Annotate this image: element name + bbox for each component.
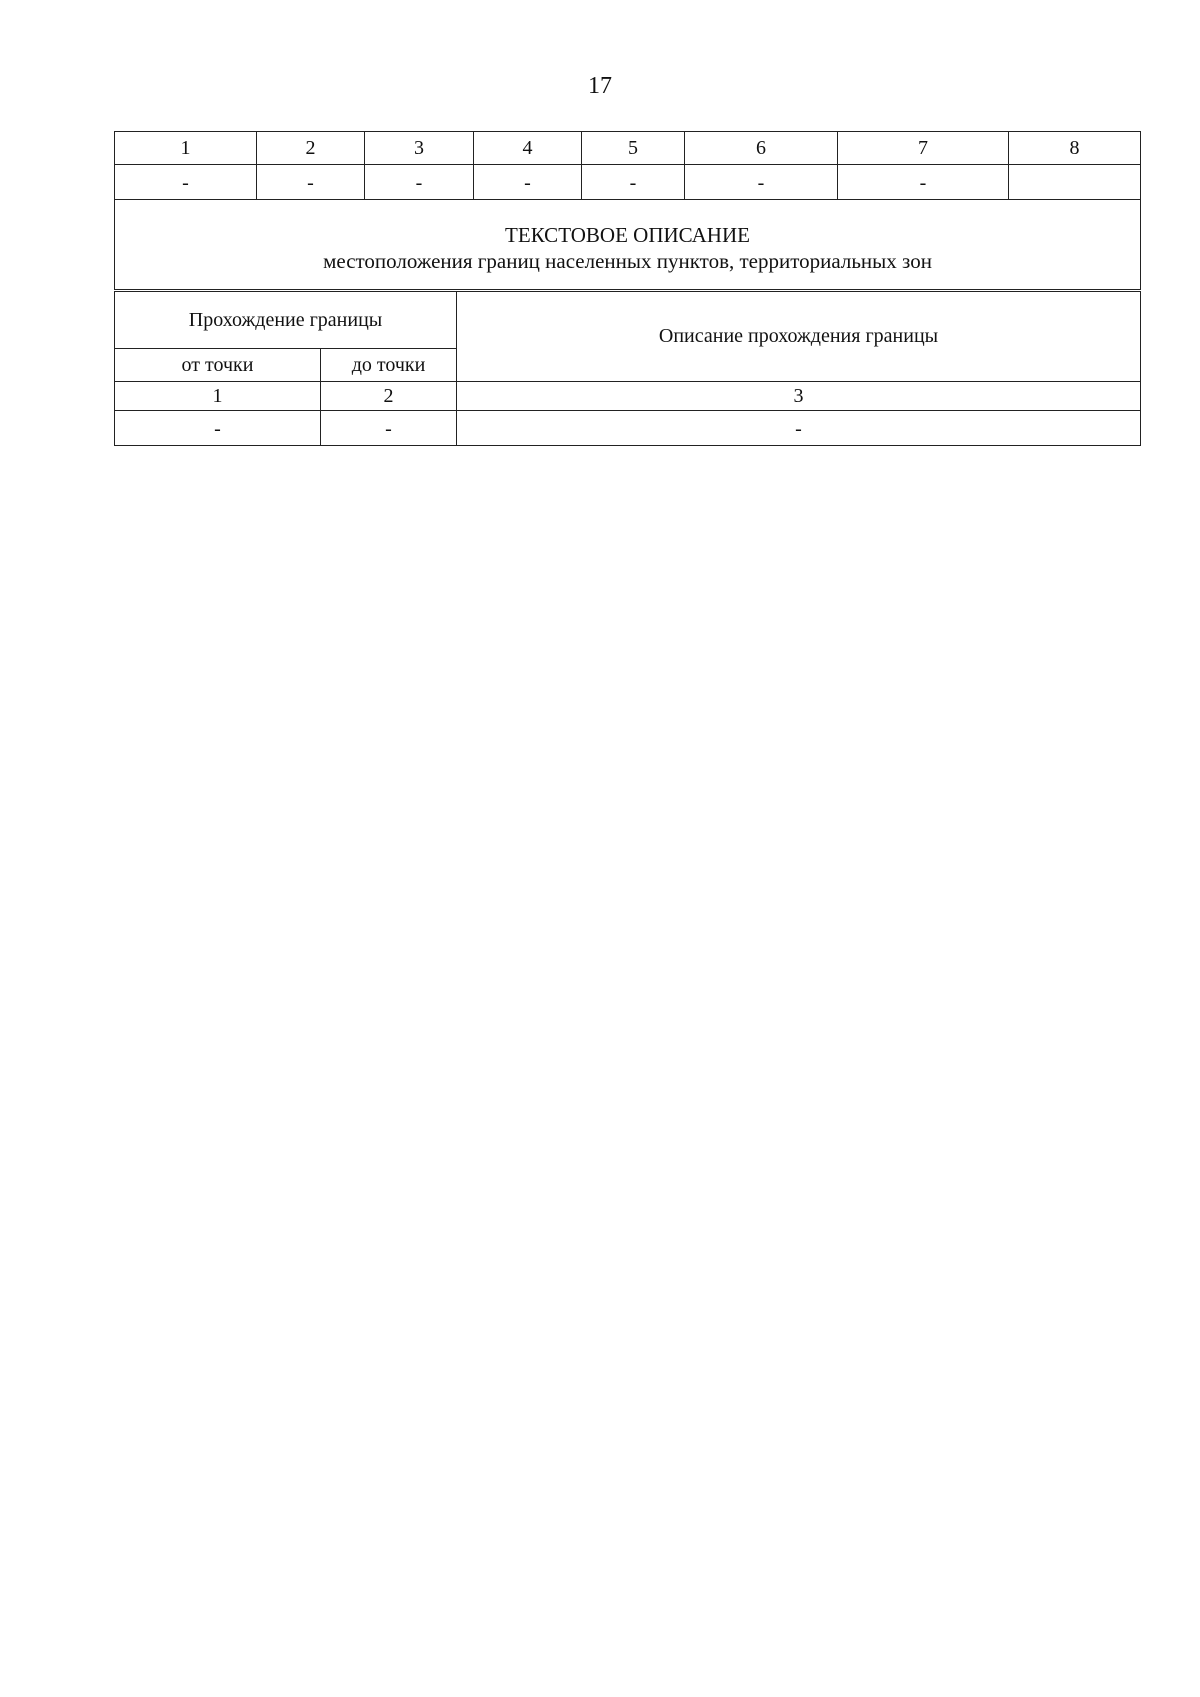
section-title-cell	[115, 200, 1141, 290]
column-number-cell: 2	[321, 382, 457, 411]
boundary-description-table	[114, 291, 1141, 446]
table-cell: -	[365, 165, 474, 200]
column-number-cell: 1	[115, 382, 321, 411]
column-number-cell: 1	[115, 132, 257, 165]
section-title: ТЕКСТОВОЕ ОПИСАНИЕ	[505, 222, 750, 247]
column-number-cell: 2	[257, 132, 365, 165]
table-cell: -	[838, 165, 1009, 200]
column-number-cell: 8	[1009, 132, 1141, 165]
column-number-cell: 7	[838, 132, 1009, 165]
section-subtitle: местоположения границ населенных пунктов, территориальных зон	[323, 248, 932, 273]
column-number-cell: 6	[685, 132, 838, 165]
column-number-row	[115, 382, 1141, 411]
coordinates-table	[114, 131, 1141, 290]
header-to-point: до точки	[321, 349, 457, 382]
table-cell: -	[115, 411, 321, 446]
table-cell: -	[321, 411, 457, 446]
column-number-cell: 4	[474, 132, 582, 165]
column-number-cell: 3	[365, 132, 474, 165]
header-passage: Прохождение границы	[115, 292, 457, 349]
table-cell: -	[257, 165, 365, 200]
table-cell	[1009, 165, 1141, 200]
section-title-row	[115, 200, 1141, 290]
table-cell: -	[582, 165, 685, 200]
table-row	[115, 411, 1141, 446]
column-number-row	[115, 132, 1141, 165]
table-cell: -	[685, 165, 838, 200]
column-number-cell: 5	[582, 132, 685, 165]
column-number-cell: 3	[457, 382, 1141, 411]
table-cell: -	[457, 411, 1141, 446]
header-row	[115, 292, 1141, 349]
page-number: 17	[588, 73, 612, 99]
table-cell: -	[115, 165, 257, 200]
table-row	[115, 165, 1141, 200]
header-description: Описание прохождения границы	[457, 292, 1141, 382]
header-from-point: от точки	[115, 349, 321, 382]
table-cell: -	[474, 165, 582, 200]
